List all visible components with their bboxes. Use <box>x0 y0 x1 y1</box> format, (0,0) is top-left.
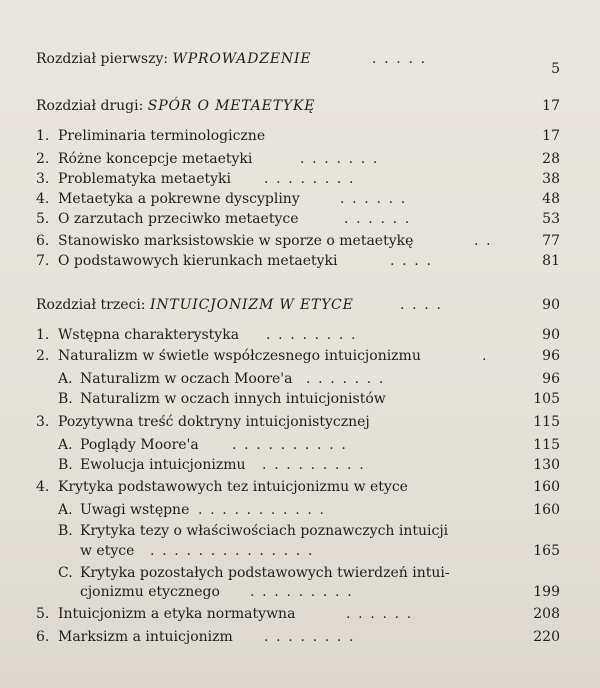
leader-dots: ...... <box>340 191 413 207</box>
entry-number: 1. <box>36 327 50 343</box>
chapter-prefix: Rozdział trzeci: <box>36 297 146 313</box>
entry-text: Ewolucja intuicjonizmu <box>80 457 246 473</box>
leader-dots: .... <box>400 297 449 313</box>
entry-text: Stanowisko marksistowskie w sporze o metaetykę <box>58 233 414 249</box>
entry-text: Krytyka pozostałych podstawowych twierdzeń intui- <box>80 565 450 581</box>
entry-number: 1. <box>36 128 50 144</box>
leader-dots: .. <box>474 233 499 249</box>
entry-text: Krytyka tezy o właściwościach poznawczych intuicji <box>80 523 449 539</box>
entry-number: 5. <box>36 606 50 622</box>
leader-dots: ........ <box>264 629 362 645</box>
page-number: 160 <box>533 502 560 518</box>
entry-letter: A. <box>58 437 73 453</box>
page-number: 53 <box>542 211 560 227</box>
entry-text: cjonizmu etycznego <box>80 584 220 600</box>
entry-number: 7. <box>36 253 50 269</box>
entry-number: 3. <box>36 171 50 187</box>
entry-text: O zarzutach przeciwko metaetyce <box>58 211 299 227</box>
leader-dots: ...... <box>346 606 419 622</box>
page-number: 90 <box>542 297 560 313</box>
entry-number: 4. <box>36 479 50 495</box>
entry-number: 3. <box>36 414 50 430</box>
page-number: 17 <box>542 128 560 144</box>
leader-dots: ....... <box>300 151 386 167</box>
leader-dots: ........ <box>266 327 364 343</box>
page-number: 105 <box>533 391 560 407</box>
entry-letter: B. <box>58 457 73 473</box>
entry-number: 4. <box>36 191 50 207</box>
chapter-title: SPÓR O METAETYKĘ <box>147 98 316 114</box>
entry-text: Poglądy Moore'a <box>80 437 199 453</box>
page-number: 130 <box>533 457 560 473</box>
page-number: 96 <box>542 348 560 364</box>
entry-text: Krytyka podstawowych tez intuicjonizmu w etyce <box>58 479 408 495</box>
leader-dots: ........ <box>264 171 362 187</box>
page-number: 115 <box>533 437 560 453</box>
entry-text: Naturalizm w oczach innych intuicjonistów <box>80 391 386 407</box>
page-number: 160 <box>533 479 560 495</box>
entry-number: 2. <box>36 348 50 364</box>
entry-text: Metaetyka a pokrewne dyscypliny <box>58 191 300 207</box>
leader-dots: ......... <box>262 457 372 473</box>
leader-dots: .............. <box>150 543 321 559</box>
entry-number: 2. <box>36 151 50 167</box>
entry-letter: B. <box>58 523 73 539</box>
entry-text: Preliminaria terminologiczne <box>58 128 266 144</box>
entry-text: Marksizm a intuicjonizm <box>58 629 233 645</box>
page-number: 220 <box>533 629 560 645</box>
entry-text: Wstępna charakterystyka <box>58 327 240 343</box>
page-number: 96 <box>542 371 560 387</box>
entry-letter: A. <box>58 371 73 387</box>
entry-letter: B. <box>58 391 73 407</box>
leader-dots: ....... <box>306 371 392 387</box>
entry-text: Pozytywna treść doktryny intuicjonistycznej <box>58 414 370 430</box>
chapter-prefix: Rozdział pierwszy: <box>36 51 169 67</box>
entry-text: Problematyka metaetyki <box>58 171 232 187</box>
page-number: 165 <box>533 543 560 559</box>
leader-dots: .... <box>390 253 439 269</box>
page-number: 48 <box>542 191 560 207</box>
entry-text: Naturalizm w świetle współczesnego intuicjonizmu <box>58 348 421 364</box>
chapter-prefix: Rozdział drugi: <box>36 98 144 114</box>
entry-number: 6. <box>36 629 50 645</box>
leader-dots: ........... <box>198 502 332 518</box>
page-number: 199 <box>533 584 560 600</box>
chapter-title: INTUICJONIZM W ETYCE <box>149 297 354 313</box>
entry-number: 6. <box>36 233 50 249</box>
entry-text: Intuicjonizm a etyka normatywna <box>58 606 296 622</box>
page-number: 208 <box>533 606 560 622</box>
leader-dots: . <box>482 348 495 364</box>
entry-letter: C. <box>58 565 73 581</box>
entry-text: w etyce <box>80 543 135 559</box>
leader-dots: .......... <box>232 437 354 453</box>
page-number: 17 <box>542 98 560 114</box>
page-number: 115 <box>533 414 560 430</box>
page-number: 90 <box>542 327 560 343</box>
entry-text: O podstawowych kierunkach metaetyki <box>58 253 338 269</box>
page-number: 28 <box>542 151 560 167</box>
entry-text: Naturalizm w oczach Moore'a <box>80 371 293 387</box>
page-number: 38 <box>542 171 560 187</box>
entry-text: Uwagi wstępne <box>80 502 190 518</box>
page-number: 5 <box>551 61 560 77</box>
leader-dots: ......... <box>250 584 360 600</box>
page-number: 77 <box>542 233 560 249</box>
entry-text: Różne koncepcje metaetyki <box>58 151 253 167</box>
entry-letter: A. <box>58 502 73 518</box>
chapter-title: WPROWADZENIE <box>172 51 312 67</box>
entry-number: 5. <box>36 211 50 227</box>
leader-dots: ..... <box>372 51 433 67</box>
leader-dots: ...... <box>344 211 417 227</box>
page-number: 81 <box>542 253 560 269</box>
